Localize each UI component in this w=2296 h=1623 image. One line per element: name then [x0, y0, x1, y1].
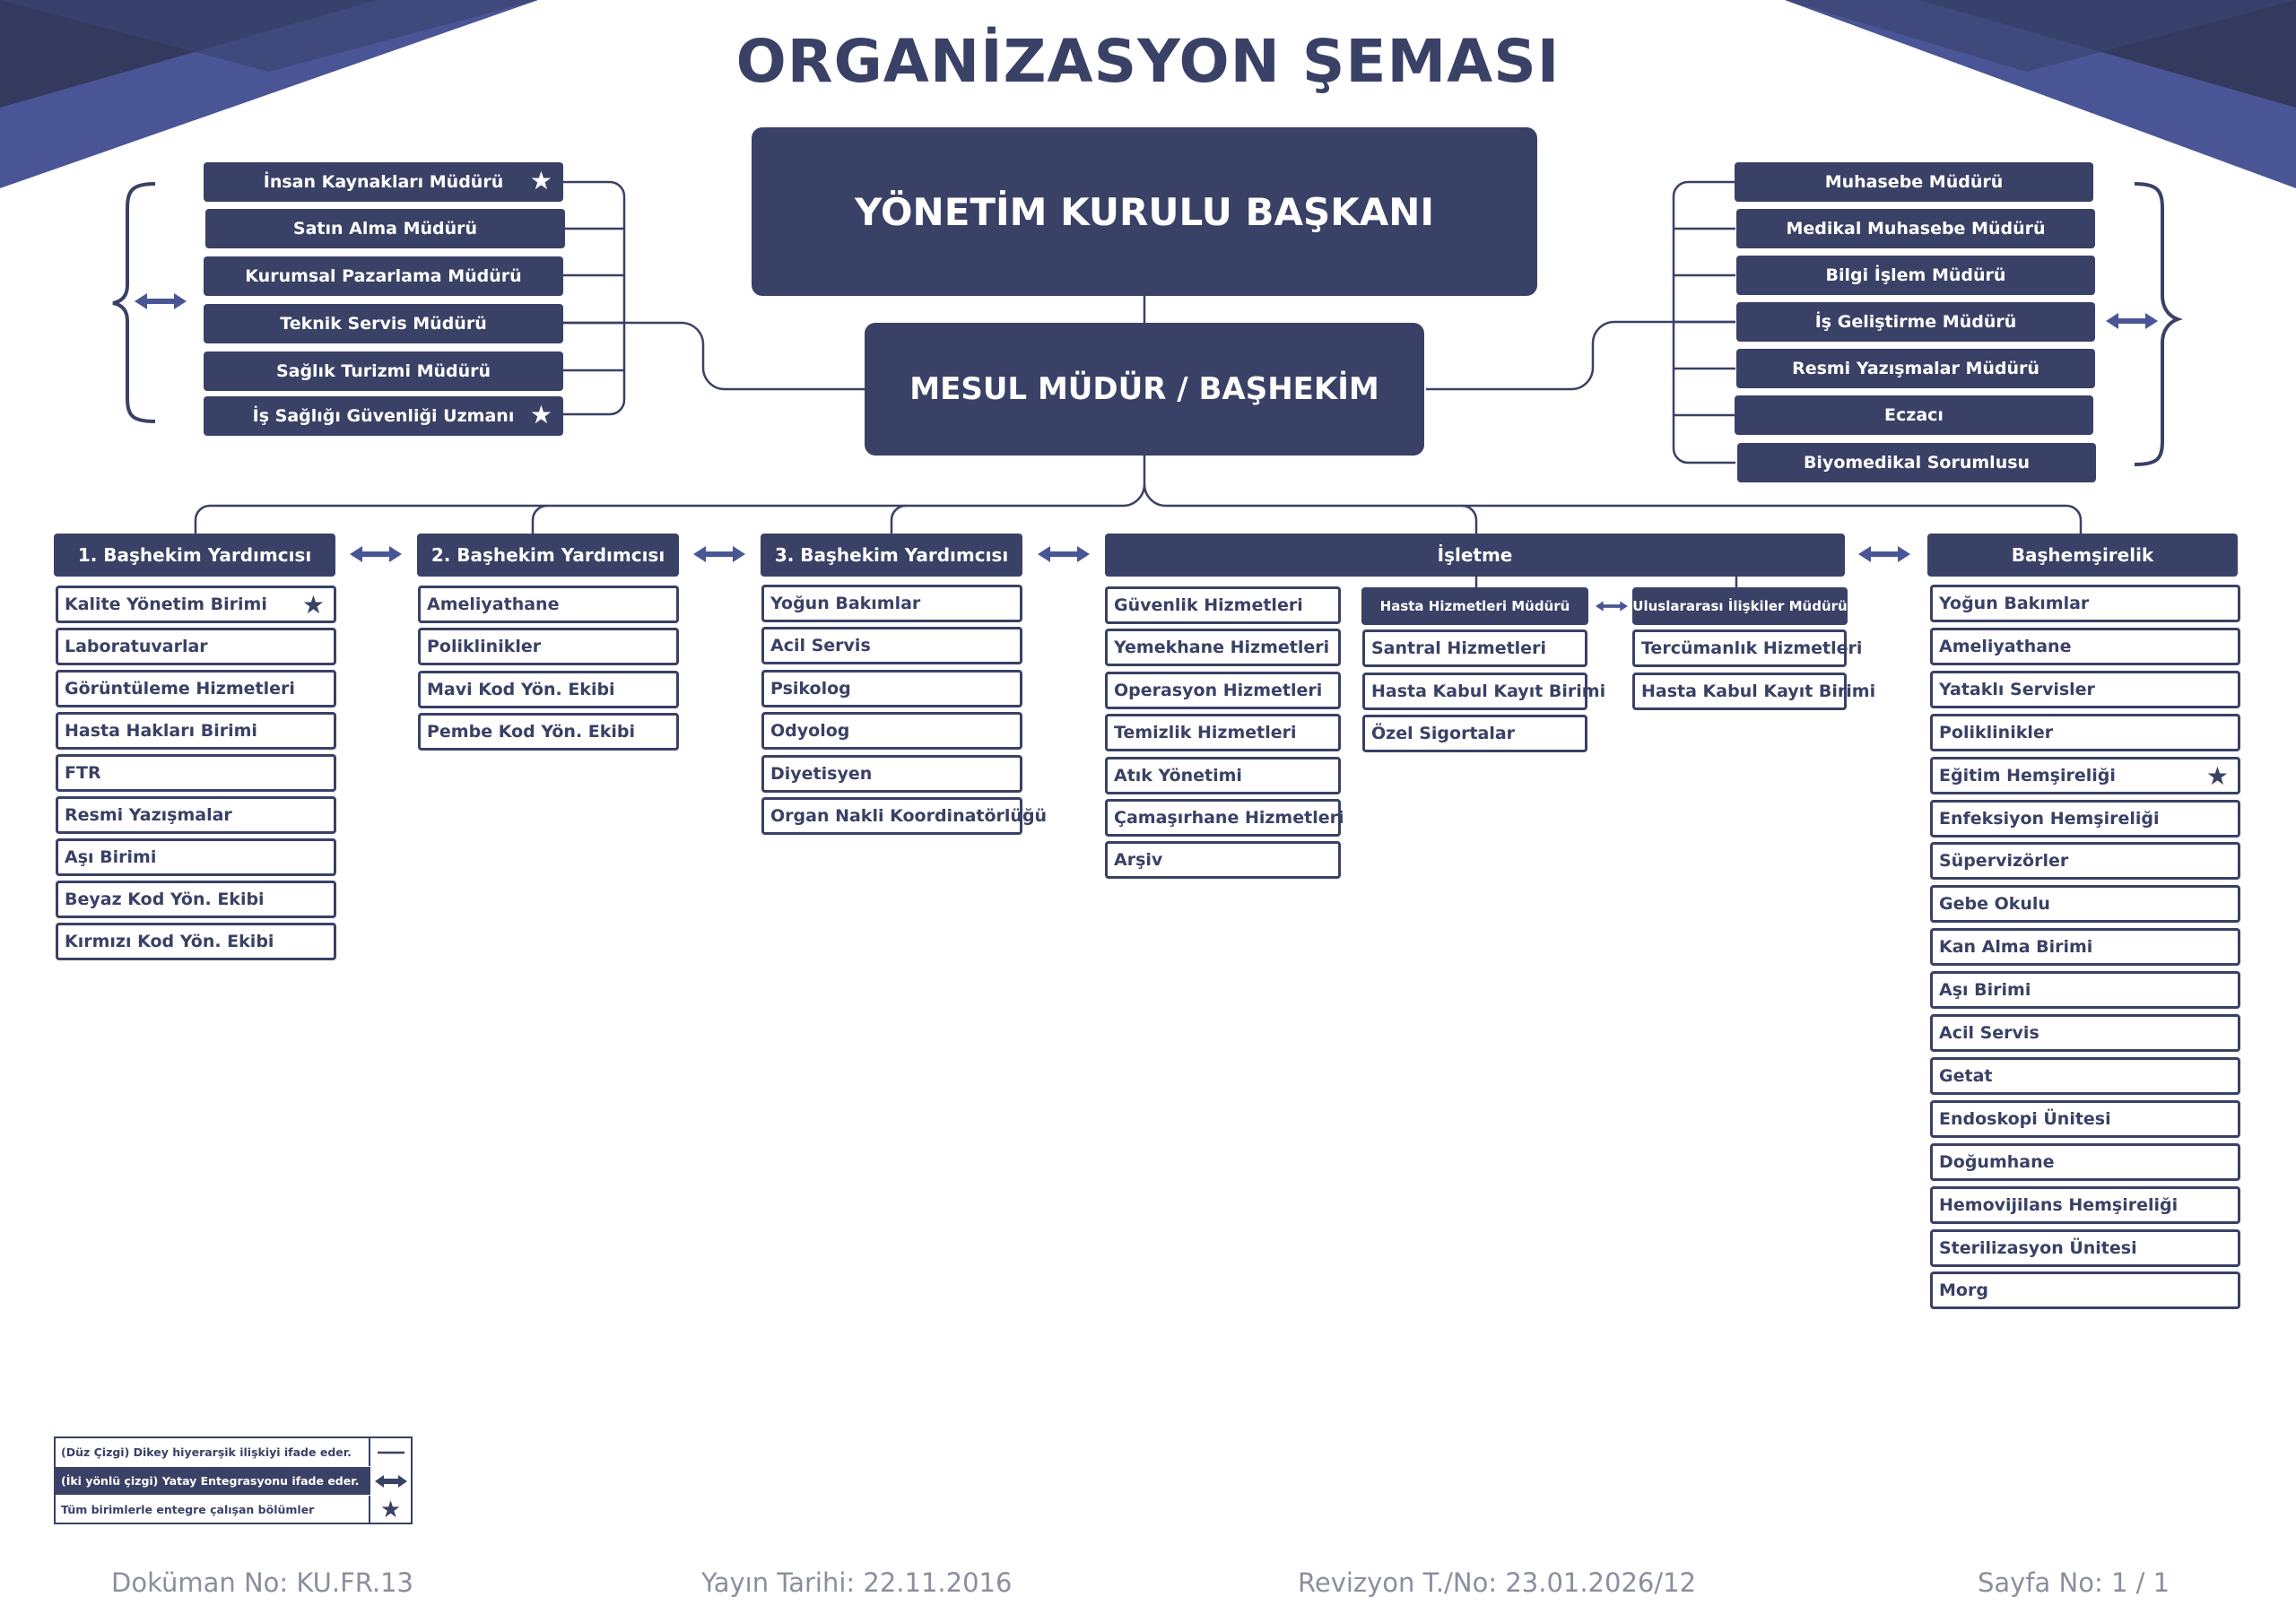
right-manager-box-label: Eczacı — [1884, 405, 1944, 425]
list-item — [1105, 672, 1341, 709]
list-item — [418, 628, 679, 665]
operations-header: İşletme — [1105, 534, 1845, 577]
list-item-label: Özel Sigortalar — [1371, 724, 1516, 743]
left-manager-box — [205, 209, 565, 248]
list-item — [761, 755, 1022, 793]
list-item — [1930, 585, 2240, 622]
double-arrow-icon — [369, 1467, 411, 1495]
list-item — [1930, 757, 2240, 794]
list-item-label: Yoğun Bakımlar — [770, 594, 921, 613]
list-item — [1105, 757, 1341, 794]
left-manager-box — [204, 256, 563, 296]
chair-box: YÖNETİM KURULU BAŞKANI — [752, 127, 1537, 296]
list-item — [56, 923, 336, 960]
list-item-label: Beyaz Kod Yön. Ekibi — [65, 890, 265, 909]
list-item — [56, 670, 336, 707]
list-item — [1105, 629, 1341, 666]
deputy1-header: 1. Başhekim Yardımcısı — [54, 534, 335, 577]
list-item — [56, 881, 336, 918]
list-item — [1930, 885, 2240, 923]
list-item — [418, 586, 679, 623]
list-item — [56, 838, 336, 876]
left-manager-box-label: Satın Alma Müdürü — [292, 219, 478, 239]
nursing-header: Başhemşirelik — [1927, 534, 2238, 577]
list-item-label: Hasta Hakları Birimi — [65, 721, 257, 741]
list-item-label: Hasta Kabul Kayıt Birimi — [1641, 681, 1876, 701]
list-item — [1105, 586, 1341, 624]
legend-row-line — [56, 1438, 411, 1466]
list-item-label: Operasyon Hizmetleri — [1114, 680, 1323, 700]
list-item-label: Organ Nakli Koordinatörlüğü — [770, 806, 1048, 826]
doc-number: Doküman No: KU.FR.13 — [111, 1567, 413, 1598]
list-item — [1930, 842, 2240, 880]
star-icon: ★ — [301, 590, 325, 620]
revision: Revizyon T./No: 23.01.2026/12 — [1298, 1567, 1697, 1598]
right-manager-box — [1735, 162, 2093, 202]
list-item-label: FTR — [65, 763, 101, 783]
right-manager-box-label: Medikal Muhasebe Müdürü — [1786, 219, 2046, 239]
right-manager-box-label: Biyomedikal Sorumlusu — [1803, 453, 2031, 473]
list-item-label: Psikolog — [770, 678, 851, 699]
list-item-label: Doğumhane — [1939, 1151, 2055, 1172]
right-manager-box-label: Muhasebe Müdürü — [1824, 172, 2004, 192]
double-arrow-icon — [693, 546, 745, 562]
list-item — [1930, 971, 2240, 1009]
list-item-label: Odyolog — [770, 721, 850, 742]
page-number: Sayfa No: 1 / 1 — [1978, 1567, 2170, 1598]
list-item-label: Resmi Yazışmalar — [65, 805, 232, 825]
list-item — [1105, 799, 1344, 837]
list-item-label: Kalite Yönetim Birimi — [65, 595, 267, 614]
list-item — [761, 712, 1022, 750]
left-manager-box-label: Sağlık Turizmi Müdürü — [275, 361, 491, 381]
right-manager-box — [1737, 443, 2096, 482]
list-item — [1930, 628, 2240, 665]
list-item-label: Santral Hizmetleri — [1371, 638, 1546, 658]
list-item-label: Morg — [1939, 1280, 1988, 1301]
double-arrow-icon — [135, 293, 187, 309]
page-title: ORGANİZASYON ŞEMASI — [735, 27, 1561, 96]
list-item — [1632, 673, 1876, 710]
right-manager-box — [1736, 349, 2095, 388]
list-item — [56, 796, 336, 834]
list-item — [1930, 714, 2240, 751]
right-manager-box-label: İş Geliştirme Müdürü — [1814, 312, 2017, 332]
list-item — [761, 585, 1022, 622]
left-manager-box — [204, 396, 563, 436]
list-item-label: Laboratuvarlar — [65, 637, 208, 656]
list-item-label: Süpervizörler — [1939, 851, 2069, 872]
list-item-label: Yemekhane Hizmetleri — [1114, 638, 1330, 658]
list-item-label: Mavi Kod Yön. Ekibi — [427, 679, 615, 699]
double-arrow-icon — [1596, 601, 1628, 611]
double-arrow-icon — [1038, 546, 1090, 562]
list-item — [1930, 1186, 2240, 1224]
legend-row-arrow — [56, 1467, 411, 1495]
list-item-label: Hasta Kabul Kayıt Birimi — [1371, 681, 1606, 701]
left-manager-box-label: İnsan Kaynakları Müdürü — [263, 172, 504, 192]
list-item — [1362, 715, 1587, 752]
list-item — [1930, 1057, 2240, 1095]
legend — [54, 1436, 413, 1524]
right-manager-box — [1736, 209, 2095, 248]
patient-services-header: Hasta Hizmetleri Müdürü — [1361, 587, 1588, 625]
list-item — [56, 628, 336, 665]
publish-date: Yayın Tarihi: 22.11.2016 — [701, 1567, 1013, 1598]
list-item-label: Yataklı Servisler — [1939, 679, 2095, 699]
list-item-label: Pembe Kod Yön. Ekibi — [427, 721, 636, 742]
list-item — [1930, 1143, 2240, 1181]
list-item — [418, 671, 679, 708]
list-item — [761, 670, 1022, 707]
director-box: MESUL MÜDÜR / BAŞHEKİM — [865, 323, 1424, 456]
list-item — [418, 713, 679, 751]
list-item-label: Kan Alma Birimi — [1939, 937, 2093, 958]
list-item-label: Enfeksiyon Hemşireliği — [1939, 808, 2160, 829]
list-item — [1362, 673, 1606, 710]
list-item-label: Yoğun Bakımlar — [1939, 594, 2090, 613]
legend-row-star — [56, 1496, 411, 1523]
list-item — [1930, 1271, 2240, 1309]
left-manager-box — [204, 304, 563, 343]
list-item-label: Ameliyathane — [1939, 636, 2072, 656]
deputy3-header: 3. Başhekim Yardımcısı — [761, 534, 1022, 577]
list-item-label: Hemovijilans Hemşireliği — [1939, 1194, 2179, 1215]
international-header: Uluslararası İlişkiler Müdürü — [1632, 587, 1848, 625]
left-manager-box — [204, 352, 563, 391]
list-item-label: Görüntüleme Hizmetleri — [65, 679, 295, 699]
list-item-label: Gebe Okulu — [1939, 894, 2050, 915]
list-item-label: Aşı Birimi — [65, 847, 157, 867]
deputy2-header: 2. Başhekim Yardımcısı — [417, 534, 679, 577]
list-item — [56, 586, 336, 623]
list-item — [761, 797, 1048, 835]
right-manager-box — [1736, 256, 2095, 295]
list-item-label: Temizlik Hizmetleri — [1114, 723, 1297, 743]
list-item-label: Poliklinikler — [427, 637, 542, 657]
list-item — [56, 712, 336, 750]
list-item-label: Getat — [1939, 1065, 1993, 1086]
star-icon: ★ — [529, 400, 552, 430]
list-item-label: Arşiv — [1114, 850, 1163, 871]
left-manager-box-label: İş Sağlığı Güvenliği Uzmanı — [252, 406, 515, 426]
list-item — [1105, 714, 1341, 751]
double-arrow-icon — [2106, 313, 2158, 329]
left-manager-box-label: Kurumsal Pazarlama Müdürü — [245, 266, 522, 286]
list-item — [1930, 1014, 2240, 1052]
double-arrow-icon — [350, 546, 402, 562]
list-item-label: Eğitim Hemşireliği — [1939, 765, 2116, 785]
right-manager-box-label: Resmi Yazışmalar Müdürü — [1792, 359, 2039, 378]
right-manager-box — [1736, 302, 2095, 342]
list-item — [761, 627, 1022, 664]
list-item-label: Çamaşırhane Hizmetleri — [1114, 808, 1344, 828]
list-item — [1930, 1100, 2240, 1138]
legend-text: Tüm birimlerle entegre çalışan bölümler — [61, 1503, 315, 1516]
star-icon: ★ — [369, 1496, 411, 1523]
list-item-label: Ameliyathane — [427, 595, 560, 614]
star-icon: ★ — [2205, 760, 2229, 791]
list-item-label: Endoskopi Ünitesi — [1939, 1108, 2111, 1129]
right-manager-box — [1735, 395, 2093, 435]
list-item — [1930, 800, 2240, 838]
list-item-label: Sterilizasyon Ünitesi — [1939, 1237, 2137, 1258]
list-item-label: Acil Servis — [1939, 1023, 2039, 1043]
left-manager-box — [204, 162, 563, 202]
list-item-label: Tercümanlık Hizmetleri — [1641, 638, 1863, 658]
list-item — [1930, 1229, 2240, 1267]
list-item-label: Kırmızı Kod Yön. Ekibi — [65, 932, 274, 951]
list-item-label: Poliklinikler — [1939, 722, 2054, 742]
right-manager-box-label: Bilgi İşlem Müdürü — [1825, 265, 2006, 285]
legend-text: (Düz Çizgi) Dikey hiyerarşik ilişkiyi ifade eder. — [61, 1445, 352, 1459]
list-item — [56, 754, 336, 792]
list-item — [1362, 629, 1587, 667]
list-item-label: Acil Servis — [770, 636, 871, 656]
double-arrow-icon — [1858, 546, 1910, 562]
star-icon: ★ — [529, 166, 552, 195]
line-icon — [369, 1438, 411, 1466]
list-item — [1930, 928, 2240, 966]
left-manager-box-label: Teknik Servis Müdürü — [280, 314, 487, 334]
list-item-label: Diyetisyen — [770, 763, 873, 784]
list-item — [1105, 841, 1341, 879]
list-item — [1930, 671, 2240, 708]
list-item — [1632, 629, 1863, 667]
list-item-label: Aşı Birimi — [1939, 980, 2031, 1001]
legend-text: (İki yönlü çizgi) Yatay Entegrasyonu ifade eder. — [61, 1474, 360, 1488]
list-item-label: Atık Yönetimi — [1114, 765, 1242, 785]
list-item-label: Güvenlik Hizmetleri — [1114, 595, 1303, 615]
